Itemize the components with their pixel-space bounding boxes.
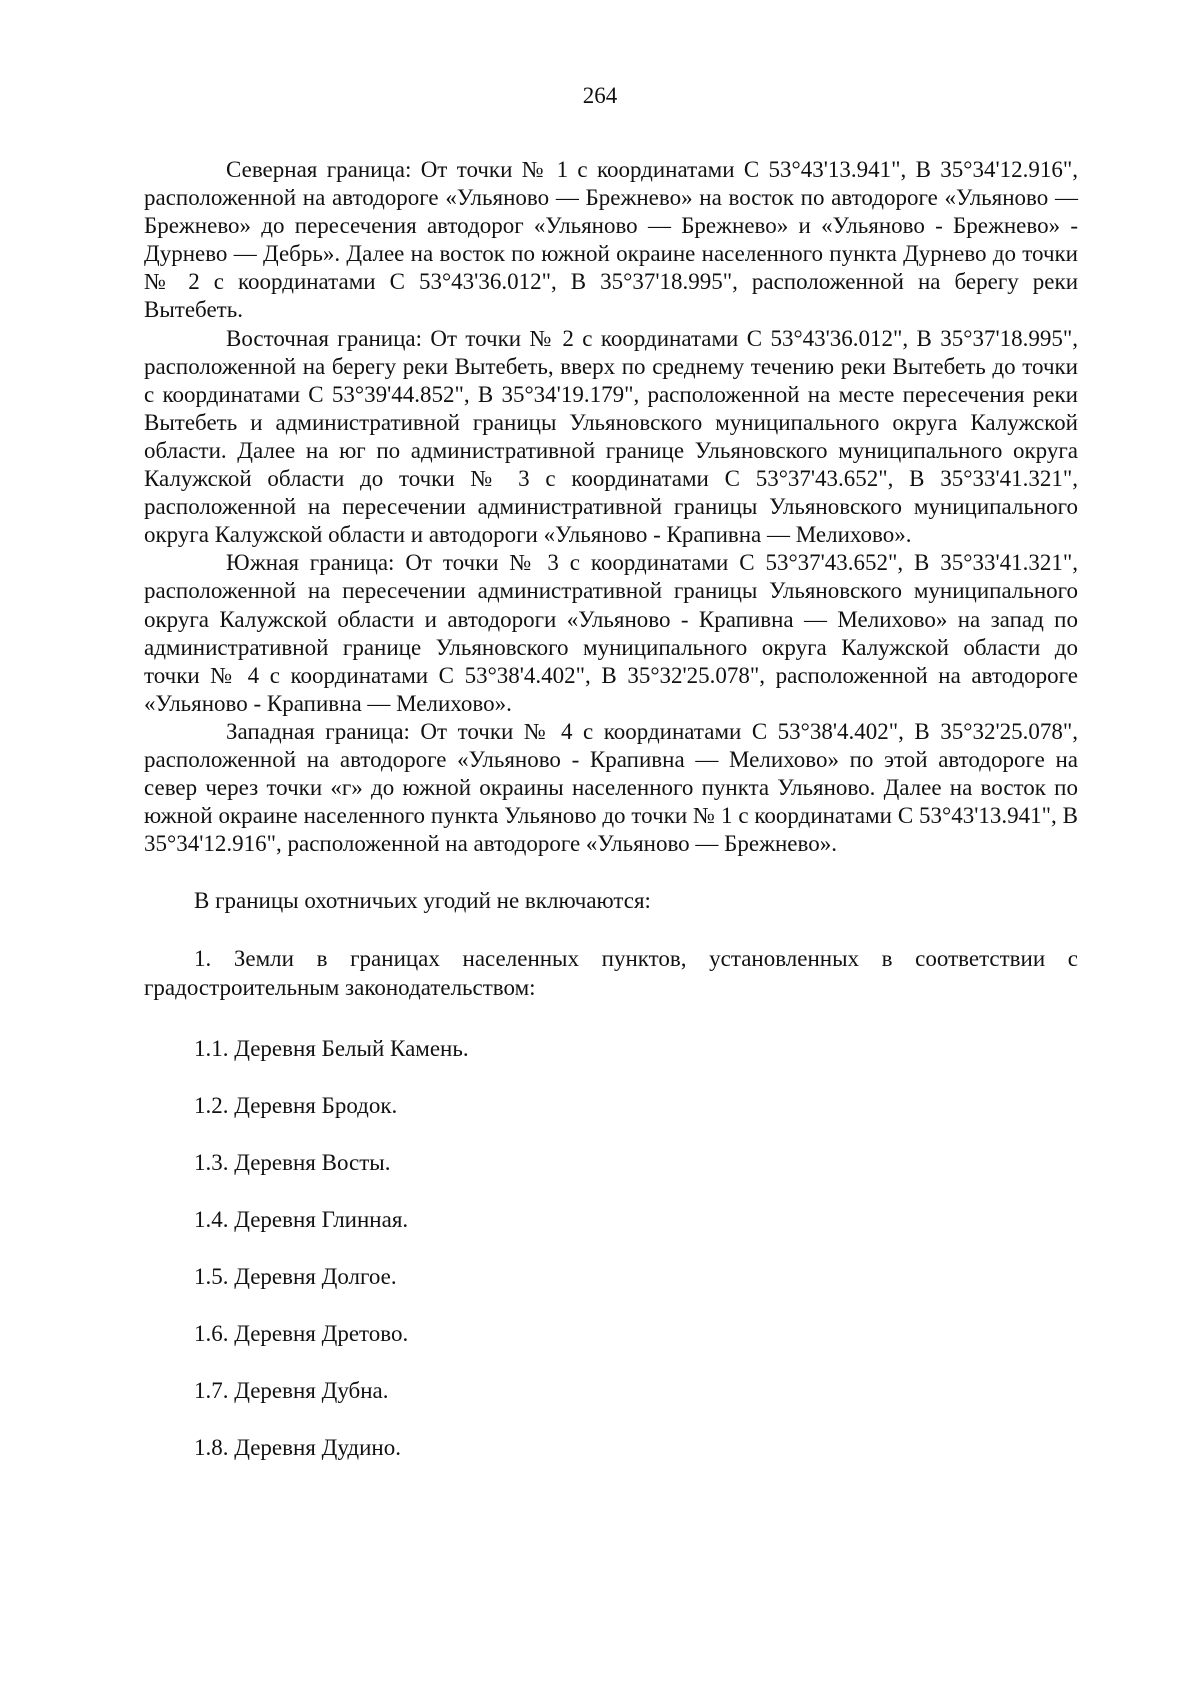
list-item: 1.6. Деревня Дретово. [194,1320,409,1346]
document-body [144,156,1078,1462]
list-item: 1.8. Деревня Дудино. [194,1434,401,1460]
west-boundary-paragraph: Западная граница: От точки № 4 с координатами С 53°38'4.402", В 35°32'25.078", расположенной на автодороге «Ульяново - Крапивна — Мелихово» по этой автодороге на север через точки «г» до южной окраины населенного пункта Ульяново. Далее на восток по южной окраине населенного пункта Ульяново до точки № 1 с координатами С 53°43'13.941", В 35°34'12.916", расположенной на автодороге «Ульяново — Брежнево». [144,718,1078,857]
settlement-list [144,1035,1078,1462]
exclusion-item-1: 1. Земли в границах населенных пунктов, установленных в соответствии с градостроительным законодательством: [144,946,1078,1000]
east-boundary-paragraph: Восточная граница: От точки № 2 с координатами С 53°43'36.012", В 35°37'18.995", расположенной на берегу реки Вытебеть, вверх по среднему течению реки Вытебеть до точки с координатами С 53°39'44.852", В 35°34'19.179", расположенной на месте пересечения реки Вытебеть и административной границы Ульяновского муниципального округа Калужской области. Далее на юг по административной границе Ульяновского муниципального округа Калужской области до точки № 3 с координатами С 53°37'43.652", В 35°33'41.321", расположенной на пересечении административной границы Ульяновского муниципального округа Калужской области и автодороги «Ульяново - Крапивна — Мелихово». [144,325,1078,548]
south-boundary-paragraph: Южная граница: От точки № 3 с координатами С 53°37'43.652", В 35°33'41.321", расположенной на пересечении административной границы Ульяновского муниципального округа Калужской области и автодороги «Ульяново - Крапивна — Мелихово» на запад по административной границе Ульяновского муниципального округа Калужской области до точки № 4 с координатами С 53°38'4.402", В 35°32'25.078", расположенной на автодороге «Ульяново - Крапивна — Мелихово». [144,550,1078,716]
north-boundary-paragraph: Северная граница: От точки № 1 с координатами С 53°43'13.941", В 35°34'12.916", расположенной на автодороге «Ульяново — Брежнево» на восток по автодороге «Ульяново — Брежнево» до пересечения автодорог «Ульяново — Брежнево» и «Ульяново - Брежнево» - Дурнево — Дебрь». Далее на восток по южной окраине населенного пункта Дурнево до точки № 2 с координатами С 53°43'36.012", В 35°37'18.995", расположенной на берегу реки Вытебеть. [144,157,1078,323]
list-item: 1.7. Деревня Дубна. [194,1377,389,1403]
list-item: 1.4. Деревня Глинная. [194,1206,409,1232]
list-item: 1.3. Деревня Восты. [194,1149,391,1175]
list-item: 1.2. Деревня Бродок. [194,1092,398,1118]
exclusions-lead: В границы охотничьих угодий не включаются: [194,888,651,914]
list-item: 1.1. Деревня Белый Камень. [194,1035,469,1061]
list-item: 1.5. Деревня Долгое. [194,1263,397,1289]
page-number: 264 [582,83,618,108]
